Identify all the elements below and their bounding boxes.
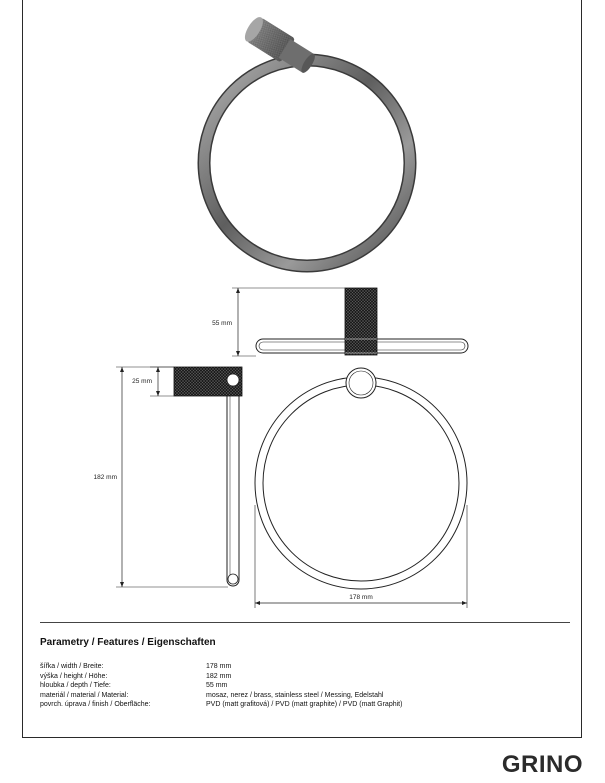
spec-row-material bbox=[40, 691, 402, 701]
spec-key: hloubka / depth / Tiefe: bbox=[40, 682, 111, 690]
brand-logo: GRINO bbox=[501, 751, 583, 778]
spec-row-width bbox=[40, 662, 402, 672]
spec-key: šířka / width / Breite: bbox=[40, 663, 104, 670]
side-view bbox=[116, 367, 242, 587]
top-view bbox=[232, 288, 468, 356]
spec-value: PVD (matt grafitová) / PVD (matt graphite) / PVD (matt Graphit) bbox=[206, 701, 403, 709]
spec-value: mosaz, nerez / brass, stainless steel / Messing, Edelstahl bbox=[206, 691, 384, 699]
spec-row-depth bbox=[40, 681, 402, 691]
spec-value: 178 mm bbox=[206, 663, 232, 670]
section-divider bbox=[40, 622, 570, 623]
spec-row-height bbox=[40, 672, 402, 682]
specs-table bbox=[40, 662, 402, 710]
flange-dimension-label: 25 mm bbox=[132, 378, 152, 385]
spec-value: 182 mm bbox=[206, 672, 232, 680]
spec-key: materiál / material / Material: bbox=[40, 691, 129, 699]
height-dimension-label: 182 mm bbox=[93, 474, 117, 481]
width-dimension-label: 178 mm bbox=[349, 594, 373, 601]
spec-key: výška / height / Höhe: bbox=[40, 672, 108, 680]
spec-row-finish bbox=[40, 700, 402, 710]
spec-value: 55 mm bbox=[206, 682, 228, 690]
product-photo bbox=[204, 14, 410, 266]
spec-key: povrch. úprava / finish / Oberfläche: bbox=[40, 701, 151, 709]
front-view bbox=[255, 368, 467, 608]
depth-dimension-label: 55 mm bbox=[212, 320, 232, 327]
specs-title: Parametry / Features / Eigenschaften bbox=[40, 637, 216, 648]
